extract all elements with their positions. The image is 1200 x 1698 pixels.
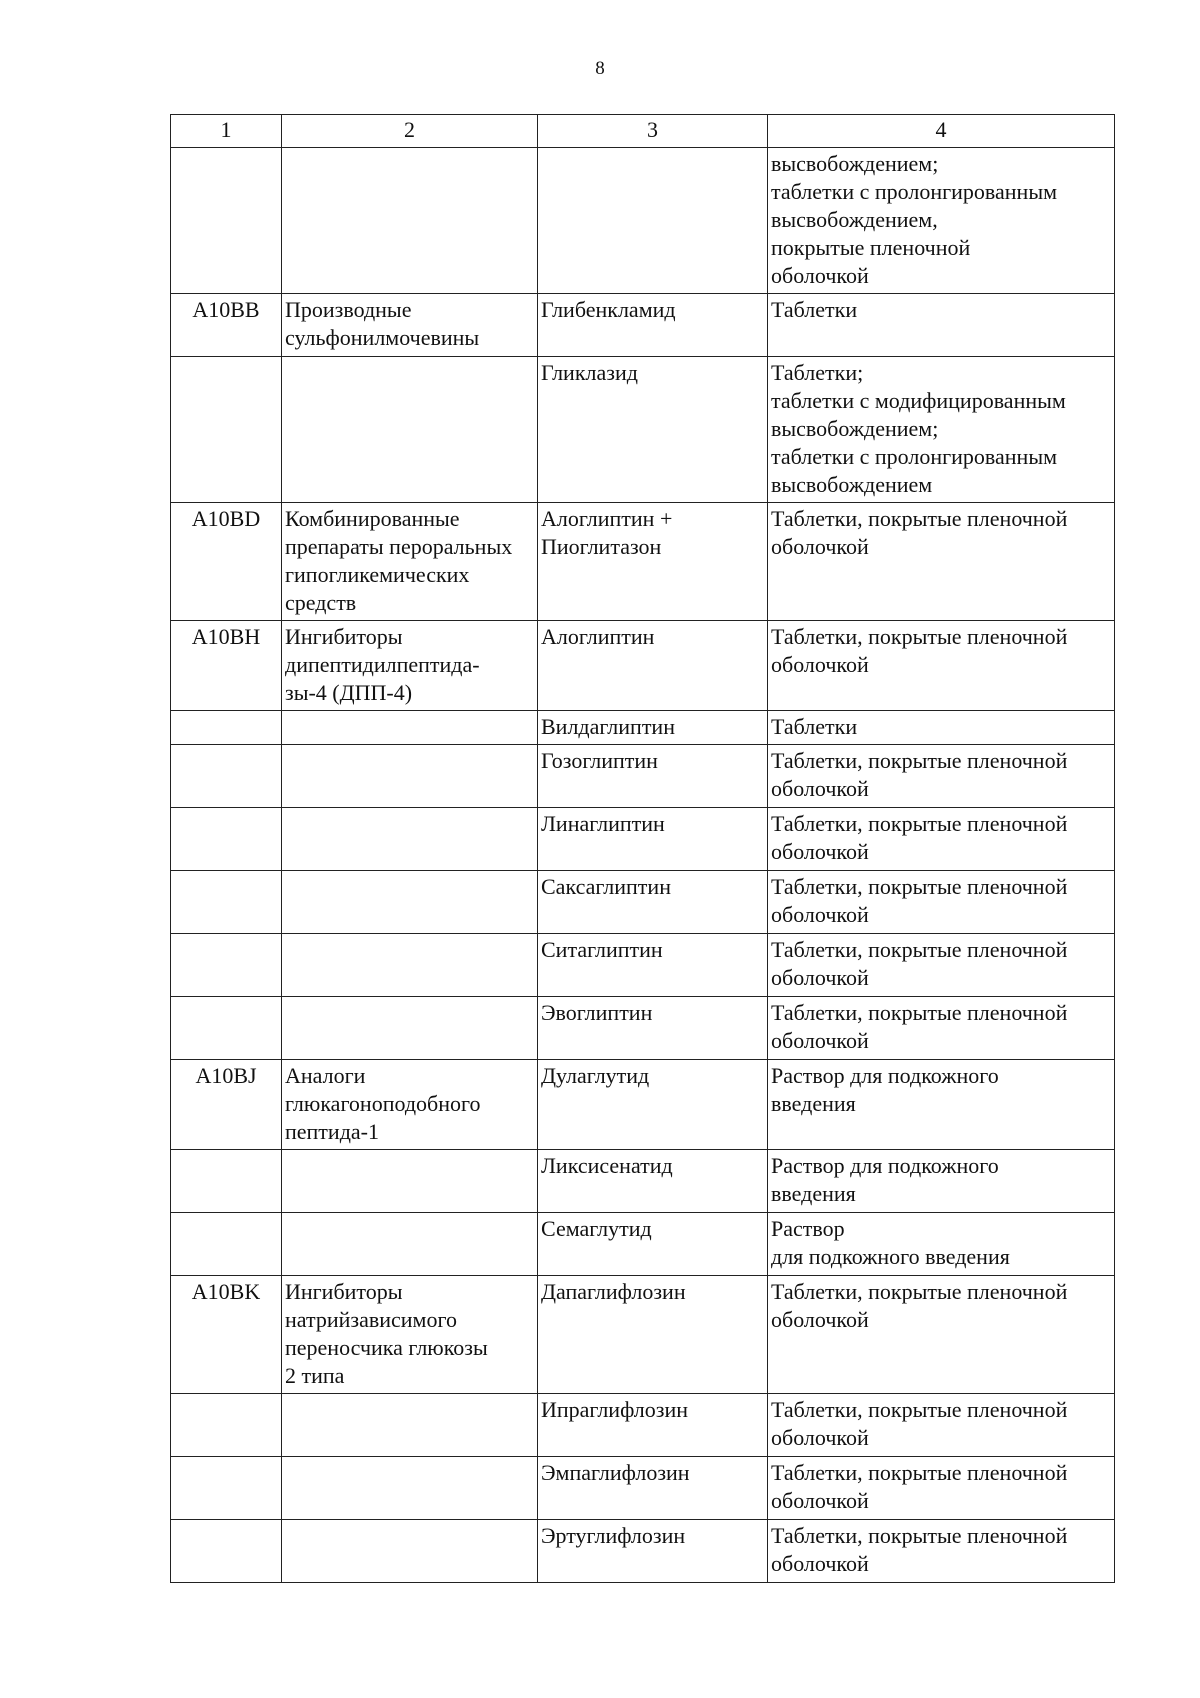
substance-cell: Саксаглиптин bbox=[538, 871, 768, 934]
group-cell bbox=[282, 871, 538, 934]
table-row bbox=[171, 871, 1115, 934]
dosage-form-cell: Таблетки, покрытые пленочной оболочкой bbox=[768, 621, 1115, 711]
group-cell bbox=[282, 1520, 538, 1583]
table-row bbox=[171, 934, 1115, 997]
substance-cell: Глибенкламид bbox=[538, 294, 768, 357]
dosage-form-cell: Таблетки, покрытые пленочной оболочкой bbox=[768, 1276, 1115, 1394]
group-cell: Производные сульфонилмочевины bbox=[282, 294, 538, 357]
group-cell bbox=[282, 148, 538, 294]
atc-code-cell bbox=[171, 1213, 282, 1276]
atc-code-cell: A10BD bbox=[171, 503, 282, 621]
table-row bbox=[171, 503, 1115, 621]
table-row bbox=[171, 1394, 1115, 1457]
group-cell bbox=[282, 1394, 538, 1457]
table-header-row bbox=[171, 115, 1115, 148]
substance-cell: Гозоглиптин bbox=[538, 745, 768, 808]
dosage-form-cell: Таблетки, покрытые пленочной оболочкой bbox=[768, 1520, 1115, 1583]
atc-code-cell: A10BH bbox=[171, 621, 282, 711]
substance-cell: Гликлазид bbox=[538, 357, 768, 503]
group-cell: Ингибиторы натрийзависимого переносчика глюкозы 2 типа bbox=[282, 1276, 538, 1394]
substance-cell: Дулаглутид bbox=[538, 1060, 768, 1150]
substance-cell: Эвоглиптин bbox=[538, 997, 768, 1060]
table-row bbox=[171, 1213, 1115, 1276]
dosage-form-cell: Таблетки bbox=[768, 711, 1115, 745]
dosage-form-cell: Таблетки, покрытые пленочной оболочкой bbox=[768, 745, 1115, 808]
table-row bbox=[171, 1150, 1115, 1213]
table-row bbox=[171, 997, 1115, 1060]
group-cell bbox=[282, 934, 538, 997]
dosage-form-cell: высвобождением; таблетки с пролонгированным высвобождением, покрытые пленочной оболочкой bbox=[768, 148, 1115, 294]
atc-code-cell bbox=[171, 1457, 282, 1520]
atc-code-cell bbox=[171, 1150, 282, 1213]
group-cell bbox=[282, 711, 538, 745]
atc-code-cell bbox=[171, 934, 282, 997]
group-cell bbox=[282, 357, 538, 503]
column-header-4: 4 bbox=[768, 115, 1115, 148]
dosage-form-cell: Таблетки, покрытые пленочной оболочкой bbox=[768, 1394, 1115, 1457]
atc-code-cell: A10BJ bbox=[171, 1060, 282, 1150]
dosage-form-cell: Таблетки bbox=[768, 294, 1115, 357]
atc-code-cell bbox=[171, 357, 282, 503]
substance-cell: Алоглиптин + Пиоглитазон bbox=[538, 503, 768, 621]
table-row bbox=[171, 1520, 1115, 1583]
atc-code-cell bbox=[171, 808, 282, 871]
substance-cell: Линаглиптин bbox=[538, 808, 768, 871]
substance-cell: Эмпаглифлозин bbox=[538, 1457, 768, 1520]
table-row bbox=[171, 808, 1115, 871]
group-cell bbox=[282, 1213, 538, 1276]
table-row bbox=[171, 357, 1115, 503]
drug-table bbox=[170, 114, 1115, 1583]
group-cell bbox=[282, 745, 538, 808]
substance-cell: Эртуглифлозин bbox=[538, 1520, 768, 1583]
group-cell bbox=[282, 997, 538, 1060]
dosage-form-cell: Таблетки, покрытые пленочной оболочкой bbox=[768, 1457, 1115, 1520]
substance-cell bbox=[538, 148, 768, 294]
dosage-form-cell: Таблетки, покрытые пленочной оболочкой bbox=[768, 871, 1115, 934]
atc-code-cell bbox=[171, 1520, 282, 1583]
column-header-1: 1 bbox=[171, 115, 282, 148]
substance-cell: Дапаглифлозин bbox=[538, 1276, 768, 1394]
atc-code-cell: A10BK bbox=[171, 1276, 282, 1394]
substance-cell: Ипраглифлозин bbox=[538, 1394, 768, 1457]
substance-cell: Ситаглиптин bbox=[538, 934, 768, 997]
table-row bbox=[171, 621, 1115, 711]
dosage-form-cell: Таблетки, покрытые пленочной оболочкой bbox=[768, 997, 1115, 1060]
substance-cell: Алоглиптин bbox=[538, 621, 768, 711]
group-cell bbox=[282, 1457, 538, 1520]
table-row bbox=[171, 148, 1115, 294]
dosage-form-cell: Таблетки; таблетки с модифицированным высвобождением; таблетки с пролонгированным высвобождением bbox=[768, 357, 1115, 503]
table-row bbox=[171, 1457, 1115, 1520]
table-row bbox=[171, 294, 1115, 357]
table-row bbox=[171, 745, 1115, 808]
substance-cell: Семаглутид bbox=[538, 1213, 768, 1276]
substance-cell: Ликсисенатид bbox=[538, 1150, 768, 1213]
dosage-form-cell: Таблетки, покрытые пленочной оболочкой bbox=[768, 808, 1115, 871]
atc-code-cell: A10BB bbox=[171, 294, 282, 357]
atc-code-cell bbox=[171, 871, 282, 934]
atc-code-cell bbox=[171, 148, 282, 294]
group-cell: Ингибиторы дипептидилпептида- зы-4 (ДПП-4) bbox=[282, 621, 538, 711]
table-row bbox=[171, 1060, 1115, 1150]
group-cell: Аналоги глюкагоноподобного пептида-1 bbox=[282, 1060, 538, 1150]
page-number: 8 bbox=[595, 58, 605, 79]
atc-code-cell bbox=[171, 1394, 282, 1457]
group-cell bbox=[282, 1150, 538, 1213]
dosage-form-cell: Раствор для подкожного введения bbox=[768, 1213, 1115, 1276]
group-cell: Комбинированные препараты пероральных гипогликемических средств bbox=[282, 503, 538, 621]
table-row bbox=[171, 711, 1115, 745]
dosage-form-cell: Таблетки, покрытые пленочной оболочкой bbox=[768, 934, 1115, 997]
dosage-form-cell: Раствор для подкожного введения bbox=[768, 1150, 1115, 1213]
column-header-3: 3 bbox=[538, 115, 768, 148]
group-cell bbox=[282, 808, 538, 871]
dosage-form-cell: Таблетки, покрытые пленочной оболочкой bbox=[768, 503, 1115, 621]
table-row bbox=[171, 1276, 1115, 1394]
atc-code-cell bbox=[171, 745, 282, 808]
column-header-2: 2 bbox=[282, 115, 538, 148]
atc-code-cell bbox=[171, 997, 282, 1060]
substance-cell: Вилдаглиптин bbox=[538, 711, 768, 745]
atc-code-cell bbox=[171, 711, 282, 745]
dosage-form-cell: Раствор для подкожного введения bbox=[768, 1060, 1115, 1150]
